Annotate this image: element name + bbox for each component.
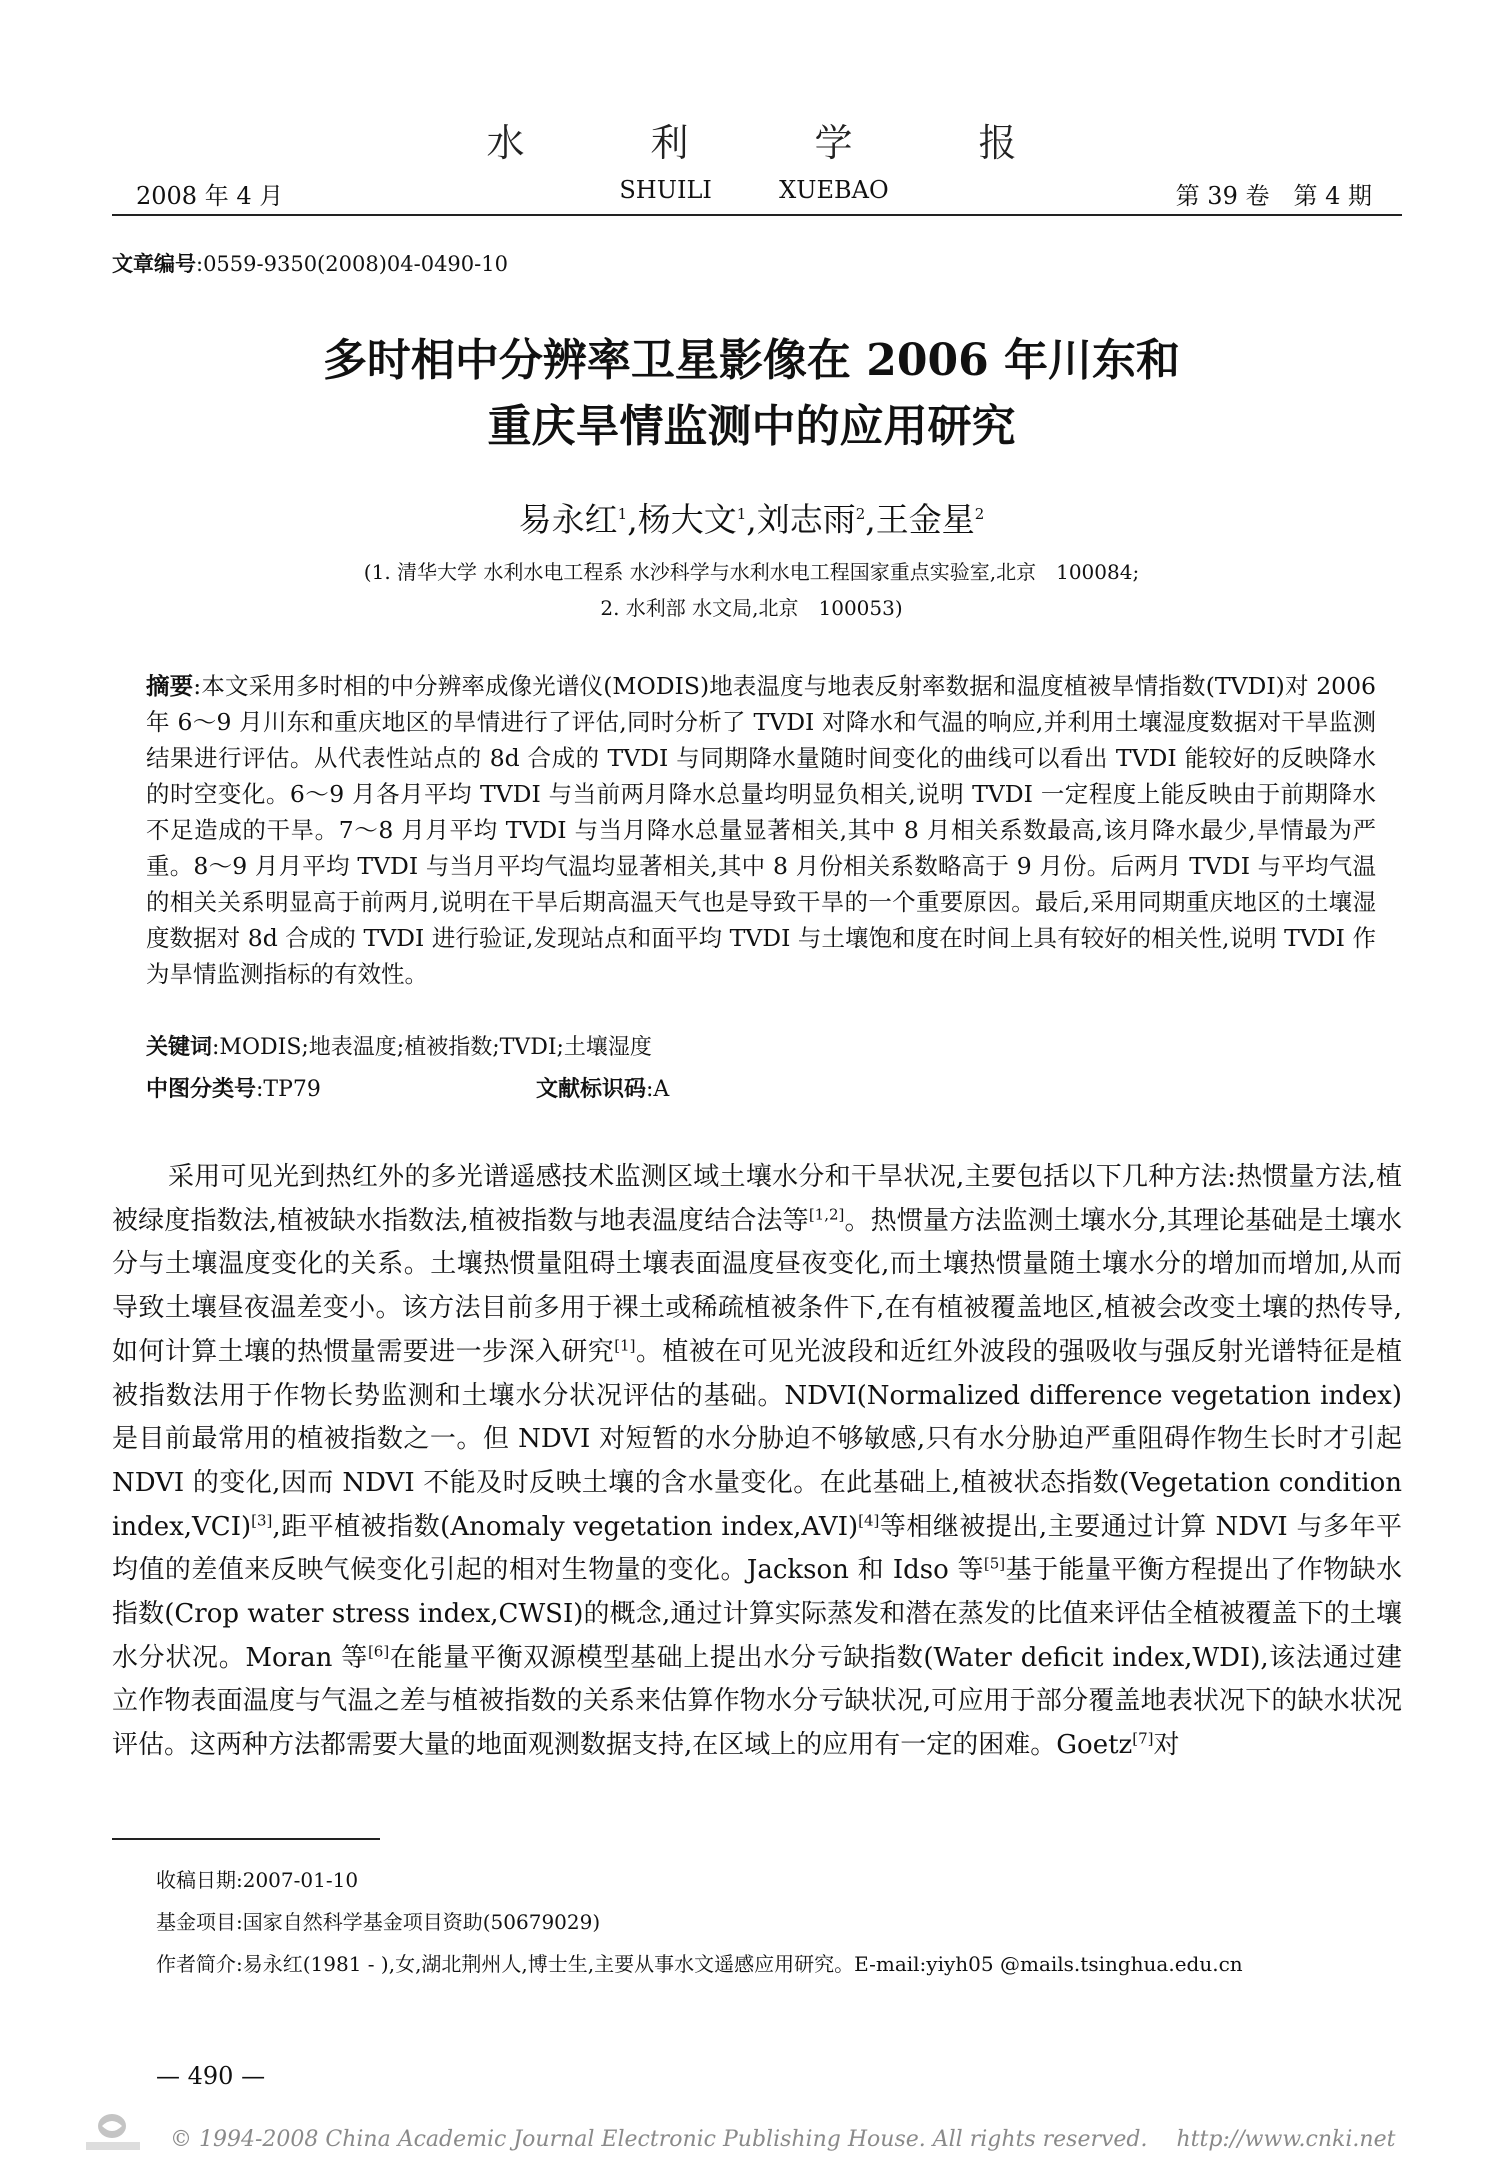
author-list: 易永红$^1$,杨大文$^1$,刘志雨$^2$,王金星$^2$ (518, 500, 985, 539)
keywords (146, 1030, 652, 1061)
article-number-label: 文章编号 (112, 251, 196, 276)
body-text-run: 基于能量平衡方程提出了作物缺水指数(Crop water stress index,CWSI)的概念,通过计算实际蒸发和潜在蒸发的比值来评估全植被覆盖下的土壤水分状况。Moran 等 (112, 1555, 1402, 1673)
journal-romanized-word-2: XUEBAO (779, 176, 889, 204)
keywords-value: :MODIS;地表温度;植被指数;TVDI;土壤湿度 (212, 1035, 652, 1060)
article-number (112, 248, 508, 278)
author-affiliation-mark: 2 (855, 505, 866, 523)
keywords-label: 关键词 (146, 1034, 213, 1060)
author-name: 刘志雨 (756, 500, 856, 539)
author-name: 王金星 (875, 500, 975, 539)
footnote-received-date: 收稿日期:2007-01-10 (156, 1868, 359, 1892)
citation-ref: [6] (367, 1642, 390, 1661)
article-title-line-1: 多时相中分辨率卫星影像在 2006 年川东和 (322, 335, 1181, 386)
citation-ref: [1,2] (808, 1205, 845, 1224)
author-name: 杨大文 (637, 500, 737, 539)
journal-romanized-word-1: SHUILI (619, 176, 712, 204)
citation-ref: [1] (614, 1336, 636, 1355)
volume-issue: 第 39 卷 第 4 期 (1175, 182, 1372, 210)
page-number: — 490 — (156, 2062, 266, 2090)
author-name: 易永红 (518, 500, 618, 539)
footnote-rule (112, 1838, 380, 1840)
citation-ref: [5] (983, 1554, 1006, 1573)
article-number-value: :0559-9350(2008)04-0490-10 (196, 252, 508, 276)
footnote-funding: 基金项目:国家自然科学基金项目资助(50679029) (156, 1910, 601, 1934)
document-code-value: :A (646, 1077, 670, 1102)
affiliation-line-2: 2. 水利部 水文局,北京 100053) (600, 596, 903, 620)
running-header (136, 176, 1372, 212)
body-text-run: 对 (1153, 1730, 1180, 1761)
affiliation-line-1: (1. 清华大学 水利水电工程系 水沙科学与水利水电工程国家重点实验室,北京 100084; (363, 560, 1140, 584)
article-title (0, 328, 1503, 460)
abstract-label: 摘要 (146, 672, 194, 700)
citation-ref: [4] (858, 1510, 880, 1529)
body-text-run: 。热惯量方法监测土壤水分,其理论基础是土壤水分与土壤温度变化的关系。土壤热惯量阻碍土壤表面温度昼夜变化,而土壤热惯量随土壤水分的增加而增加,从而导致土壤昼夜温差变小。该方法目前多用于裸土或稀疏植被条件下,在有植被覆盖地区,植被会改变土壤的热传导,如何计算土壤的热惯量需要进一步深入研究 (112, 1205, 1403, 1367)
citation-ref: [3] (251, 1510, 273, 1529)
issue-date: 2008 年 4 月 (136, 182, 284, 210)
article-title-line-2: 重庆旱情监测中的应用研究 (487, 401, 1016, 452)
body-text-run: 采用可见光到热红外的多光谱遥感技术监测区域土壤水分和干旱状况,主要包括以下几种方法:热惯量方法,植被绿度指数法,植被缺水指数法,植被指数与地表温度结合法等 (112, 1162, 1402, 1236)
classification-number (146, 1072, 321, 1103)
author-affiliation-mark: 1 (736, 505, 747, 523)
body-text-run: ,距平植被指数(Anomaly vegetation index,AVI) (272, 1511, 859, 1542)
body-text-run: 等相继被提出,主要通过计算 NDVI 与多年平均值的差值来反映气候变化引起的相对生物量的变化。Jackson 和 Idso 等 (112, 1511, 1402, 1586)
abstract (146, 668, 1376, 992)
header-rule (112, 214, 1402, 216)
copyright-footer: © 1994-2008 China Academic Journal Electronic Publishing House. All rights reserved. http://www.cnki.net (170, 2127, 1396, 2152)
author-affiliation-mark: 1 (617, 505, 628, 523)
body-text-run: 在能量平衡双源模型基础上提出水分亏缺指数(Water deficit index,WDI),该法通过建立作物表面温度与气温之差与植被指数的关系来估算作物水分亏缺状况,可应用于部分覆盖地表状况下的缺水状况评估。这两种方法都需要大量的地面观测数据支持,在区域上的应用有一定的困难。Goetz (112, 1642, 1402, 1761)
citation-ref: [7] (1132, 1729, 1154, 1748)
body-text-run: 。植被在可见光波段和近红外波段的强吸收与强反射光谱特征是植被指数法用于作物长势监测和土壤水分状况评估的基础。NDVI(Normalized difference vegetation index)是目前最常用的植被指数之一。但 NDVI 对短暂的水分胁迫不够敏感,只有水分胁迫严重阻碍作物生长时才引起 NDVI 的变化,因而 NDVI 不能及时反映土壤的含水量变化。在此基础上,植被状态指数(Vegetation condition index,VCI) (112, 1336, 1402, 1542)
journal-title: 水 利 学 报 (486, 121, 1061, 165)
footnote-author-bio: 作者简介:易永红(1981 - ),女,湖北荆州人,博士生,主要从事水文遥感应用研究。E-mail:yiyh05 @mails.tsinghua.edu.cn (156, 1952, 1243, 1976)
abstract-text: :本文采用多时相的中分辨率成像光谱仪(MODIS)地表温度与地表反射率数据和温度植被旱情指数(TVDI)对 2006 年 6～9 月川东和重庆地区的旱情进行了评估,同时分析了 TVDI 对降水和气温的响应,并利用土壤湿度数据对干旱监测结果进行评估。从代表性站点的 8d 合成的 TVDI 与同期降水量随时间变化的曲线可以看出 TVDI 能较好的反映降水的时空变化。6～9 月各月平均 TVDI 与当前两月降水总量均明显负相关,说明 TVDI 一定程度上能反映由于前期降水不足造成的干旱。7～8 月月平均 TVDI 与当月降水总量显著相关,其中 8 月相关系数最高,该月降水最少,旱情最为严重。8～9 月月平均 TVDI 与当月平均气温均显著相关,其中 8 月份相关系数略高于 9 月份。后两月 TVDI 与平均气温的相关关系明显高于前两月,说明在干旱后期高温天气也是导致干旱的一个重要原因。最后,采用同期重庆地区的土壤湿度数据对 8d 合成的 TVDI 进行验证,发现站点和面平均 TVDI 与土壤饱和度在时间上具有较好的相关性,说明 TVDI 作为旱情监测指标的有效性。 (146, 672, 1376, 988)
classification-value: :TP79 (256, 1077, 321, 1102)
classification-label: 中图分类号 (146, 1076, 257, 1102)
document-code-label: 文献标识码 (536, 1076, 647, 1102)
author-affiliation-mark: 2 (974, 505, 985, 523)
cnki-logo-icon (82, 2108, 146, 2154)
document-code (536, 1072, 669, 1103)
body-paragraph (112, 1156, 1402, 1768)
